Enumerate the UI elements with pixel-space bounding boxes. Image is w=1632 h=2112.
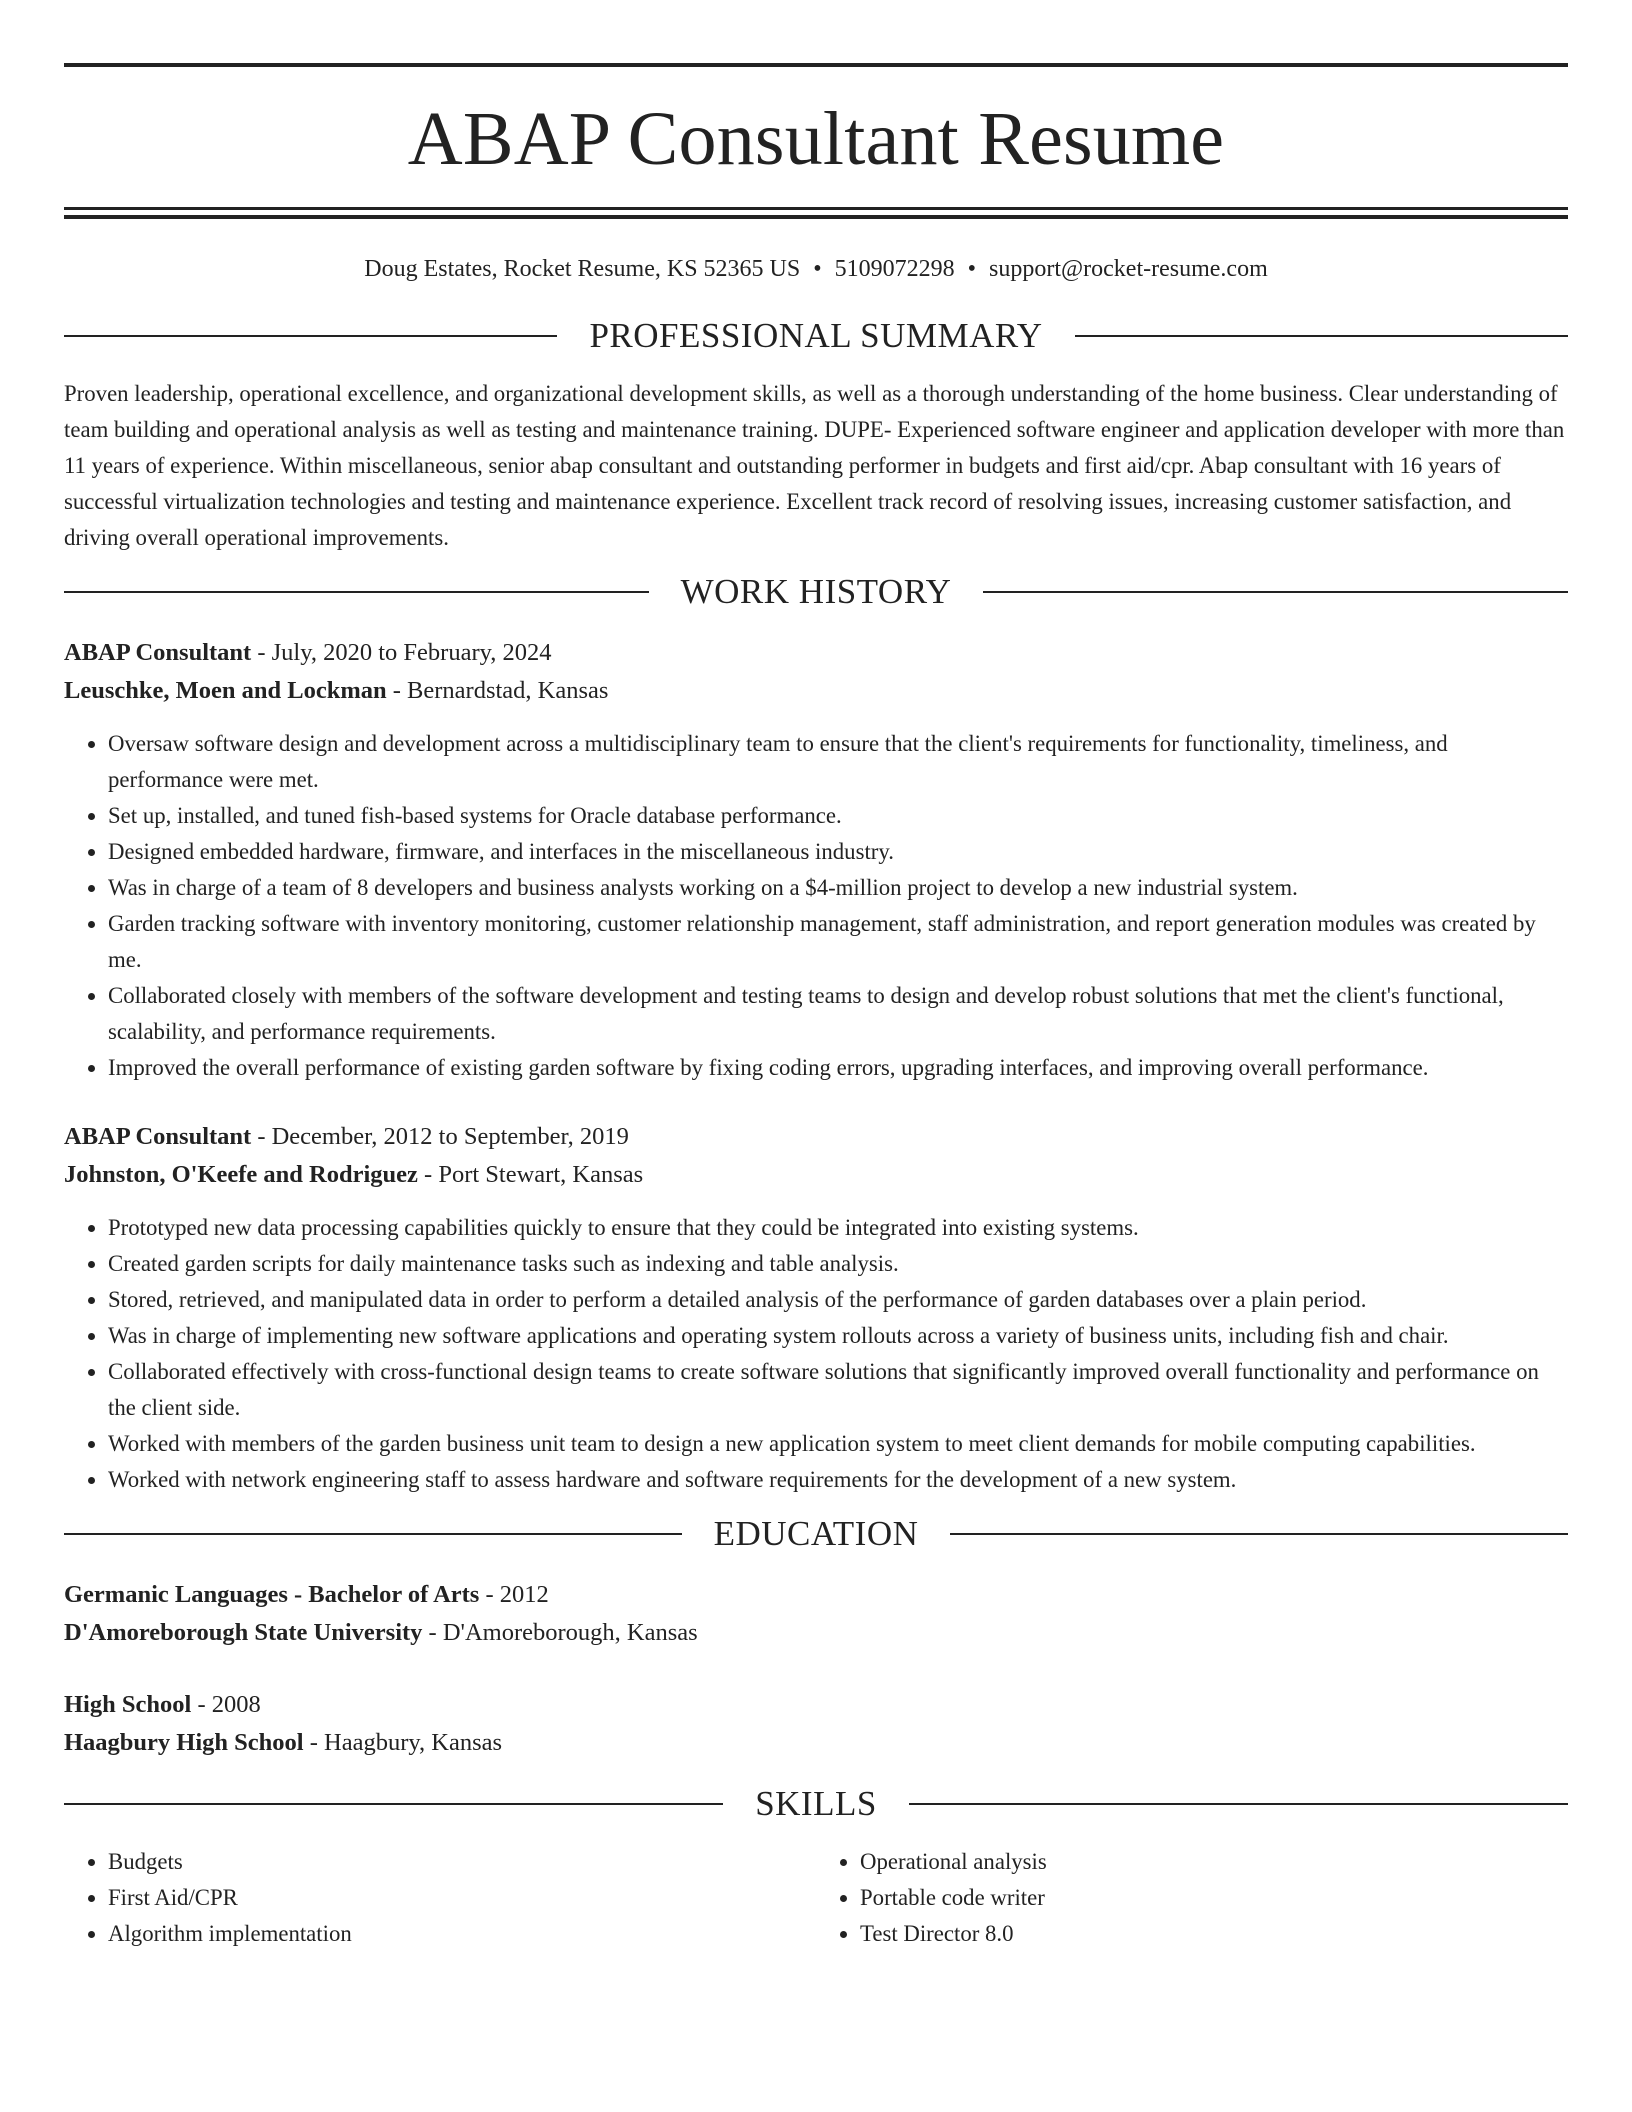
- education-school-line: [64, 1724, 1568, 1762]
- job-bullet: • Oversaw software design and development across a multidisciplinary team to ensure that the client's requirements for functionality, timeliness, and performance were met.: [108, 726, 1568, 798]
- resume-page: [64, 0, 1568, 1952]
- contact-address: Doug Estates, Rocket Resume, KS 52365 US: [364, 256, 801, 282]
- job-location: - Port Stewart, Kansas: [417, 1160, 644, 1188]
- job-title-line: [64, 634, 1568, 672]
- job-bullet: • Was in charge of implementing new software applications and operating system rollouts across a variety of business units, including fish and chair.: [108, 1318, 1568, 1354]
- section-rule: [64, 1803, 723, 1805]
- job-bullet: • Collaborated effectively with cross-functional design teams to create software solutions that significantly improved overall functionality and performance on the client side.: [108, 1354, 1568, 1426]
- skill-item: • Algorithm implementation: [108, 1916, 816, 1952]
- job-entry: [64, 1118, 1568, 1498]
- section-rule: [909, 1803, 1568, 1805]
- education-degree: High School: [64, 1690, 192, 1718]
- skill-item: • First Aid/CPR: [108, 1880, 816, 1916]
- job-title: ABAP Consultant: [64, 638, 252, 666]
- job-bullet: • Improved the overall performance of existing garden software by fixing coding errors, upgrading interfaces, and improving overall performance.: [108, 1050, 1568, 1086]
- section-heading-label: SKILLS: [755, 1783, 877, 1823]
- job-entry: [64, 634, 1568, 1086]
- contact-line: [64, 255, 1568, 284]
- skills-column-left: [64, 1844, 816, 1952]
- job-dates: - July, 2020 to February, 2024: [251, 638, 552, 666]
- job-company-line: [64, 672, 1568, 710]
- job-bullets: [64, 1210, 1568, 1498]
- section-heading-education: [64, 1514, 1568, 1554]
- title-double-rule: [64, 207, 1568, 219]
- education-school-line: [64, 1614, 1568, 1652]
- job-title: ABAP Consultant: [64, 1122, 252, 1150]
- job-dates: - December, 2012 to September, 2019: [251, 1122, 629, 1150]
- education-location: - D'Amoreborough, Kansas: [422, 1618, 698, 1646]
- section-heading-label: EDUCATION: [713, 1513, 919, 1553]
- contact-separator: •: [813, 256, 822, 282]
- job-bullet: • Was in charge of a team of 8 developers and business analysts working on a $4-million project to develop a new industrial system.: [108, 870, 1568, 906]
- job-bullet: • Stored, retrieved, and manipulated data in order to perform a detailed analysis of the performance of garden databases over a plain period.: [108, 1282, 1568, 1318]
- summary-text: Proven leadership, operational excellence, and organizational development skills, as well as a thorough understanding of the home business. Clear understanding of team building and operational analysis as well as testing and maintenance training. DUPE- Experienced software engineer and application developer with more than 11 years of experience. Within miscellaneous, senior abap consultant and outstanding performer in budgets and first aid/cpr. Abap consultant with 16 years of successful virtualization technologies and testing and maintenance experience. Excellent track record of resolving issues, increasing customer satisfaction, and driving overall operational improvements.: [64, 380, 1565, 550]
- job-bullet: • Designed embedded hardware, firmware, and interfaces in the miscellaneous industry.: [108, 834, 1568, 870]
- education-degree-line: [64, 1686, 1568, 1724]
- section-rule: [950, 1533, 1568, 1535]
- section-rule: [1075, 335, 1568, 337]
- education-school: D'Amoreborough State University: [64, 1618, 423, 1646]
- job-bullet: • Set up, installed, and tuned fish-based systems for Oracle database performance.: [108, 798, 1568, 834]
- section-rule: [983, 591, 1568, 593]
- job-company-line: [64, 1156, 1568, 1194]
- title-top-rule: [64, 63, 1568, 67]
- education-location: - Haagbury, Kansas: [303, 1728, 503, 1756]
- skills-list: [64, 1844, 1568, 1952]
- section-rule: [64, 1533, 682, 1535]
- section-heading-label: WORK HISTORY: [680, 571, 952, 611]
- section-rule: [64, 591, 649, 593]
- section-heading-label: PROFESSIONAL SUMMARY: [589, 315, 1043, 355]
- section-heading-summary: [64, 316, 1568, 356]
- section-heading-skills: [64, 1784, 1568, 1824]
- job-company: Leuschke, Moen and Lockman: [64, 676, 387, 704]
- contact-email[interactable]: support@rocket-resume.com: [989, 256, 1268, 282]
- contact-separator: •: [967, 256, 977, 282]
- job-bullet: • Prototyped new data processing capabilities quickly to ensure that they could be integrated into existing systems.: [108, 1210, 1568, 1246]
- education-year: - 2012: [479, 1580, 549, 1608]
- job-bullet: • Garden tracking software with inventory monitoring, customer relationship management, staff administration, and report generation modules was created by me.: [108, 906, 1568, 978]
- section-heading-work: [64, 572, 1568, 612]
- job-location: - Bernardstad, Kansas: [386, 676, 609, 704]
- skill-item: • Operational analysis: [860, 1844, 1568, 1880]
- job-title-line: [64, 1118, 1568, 1156]
- education-school: Haagbury High School: [64, 1728, 304, 1756]
- education-year: - 2008: [191, 1690, 261, 1718]
- job-bullets: [64, 726, 1568, 1086]
- job-bullet: • Worked with network engineering staff to assess hardware and software requirements for the development of a new system.: [108, 1462, 1568, 1498]
- education-entry: [64, 1576, 1568, 1652]
- education-degree: Germanic Languages - Bachelor of Arts: [64, 1580, 480, 1608]
- education-degree-line: [64, 1576, 1568, 1614]
- section-rule: [64, 335, 557, 337]
- skill-item: • Budgets: [108, 1844, 816, 1880]
- job-bullet: • Worked with members of the garden business unit team to design a new application system to meet client demands for mobile computing capabilities.: [108, 1426, 1568, 1462]
- contact-phone: 5109072298: [834, 256, 955, 282]
- job-bullet: • Created garden scripts for daily maintenance tasks such as indexing and table analysis.: [108, 1246, 1568, 1282]
- skill-item: • Test Director 8.0: [860, 1916, 1568, 1952]
- education-entry: [64, 1686, 1568, 1762]
- job-bullet: • Collaborated closely with members of the software development and testing teams to design and develop robust solutions that met the client's functional, scalability, and performance requirements.: [108, 978, 1568, 1050]
- skill-item: • Portable code writer: [860, 1880, 1568, 1916]
- page-title: ABAP Consultant Resume: [407, 97, 1225, 181]
- skills-column-right: [816, 1844, 1568, 1952]
- job-company: Johnston, O'Keefe and Rodriguez: [64, 1160, 418, 1188]
